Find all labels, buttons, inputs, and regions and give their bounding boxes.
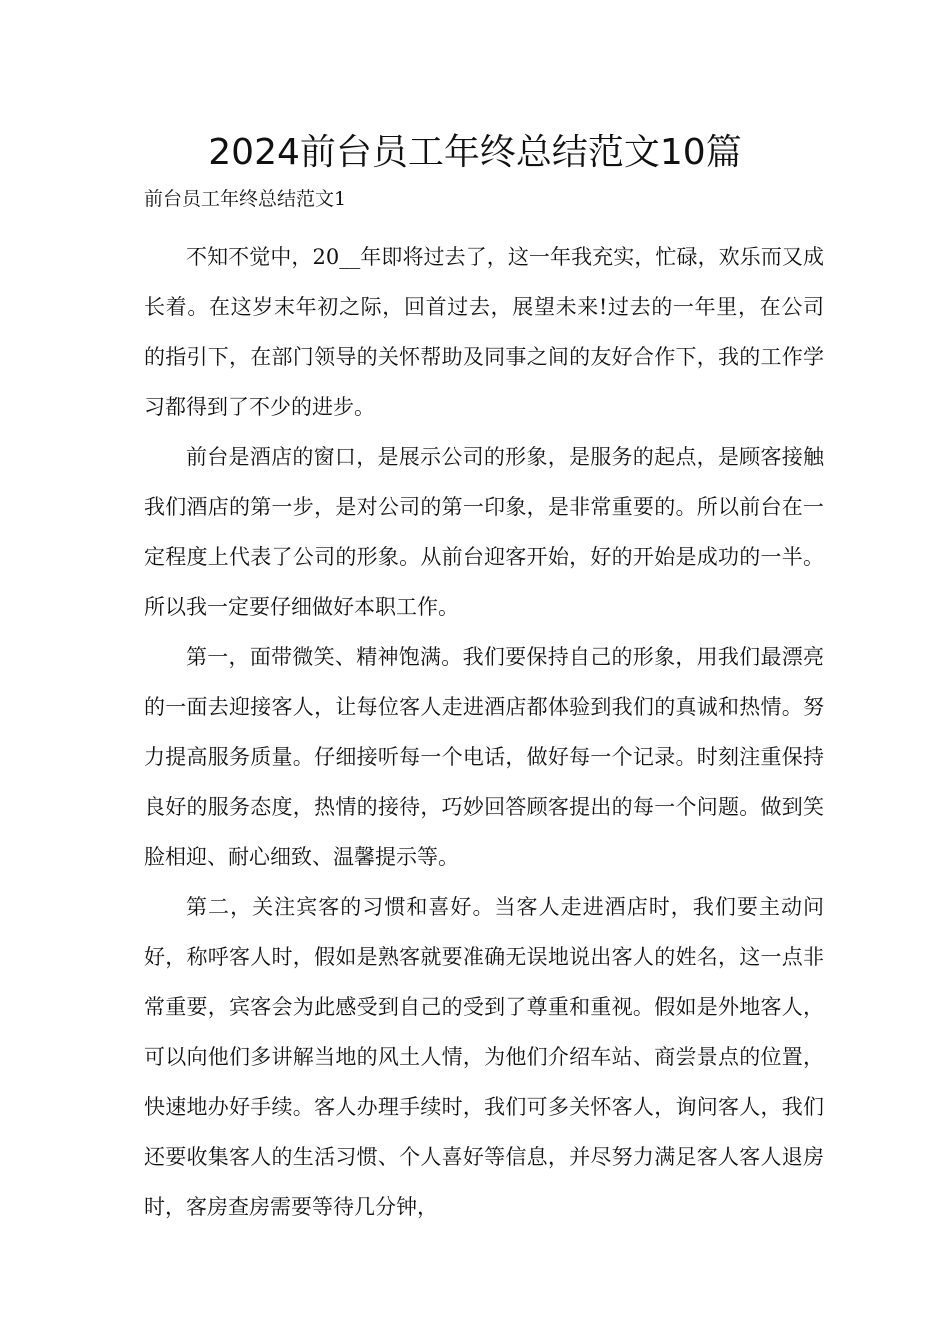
document-body (144, 232, 824, 1232)
section-subtitle: 前台员工年终总结范文1 (144, 188, 347, 210)
paragraph: 第二，关注宾客的习惯和喜好。当客人走进酒店时，我们要主动问好，称呼客人时，假如是熟客就要准确无误地说出客人的姓名，这一点非常重要，宾客会为此感受到自己的受到了尊重和重视。假如是外地客人，可以向他们多讲解当地的风土人情，为他们介绍车站、商尝景点的位置，快速地办好手续。客人办理手续时，我们可多关怀客人，询问客人，我们还要收集客人的生活习惯、个人喜好等信息，并尽努力满足客人客人退房时，客房查房需要等待几分钟， (144, 895, 824, 1219)
paragraph: 前台是酒店的窗口，是展示公司的形象，是服务的起点，是顾客接触我们酒店的第一步，是对公司的第一印象，是非常重要的。所以前台在一定程度上代表了公司的形象。从前台迎客开始，好的开始是成功的一半。所以我一定要仔细做好本职工作。 (144, 445, 824, 619)
document-title: 2024前台员工年终总结范文10篇 (208, 132, 742, 173)
paragraph: 不知不觉中，20__年即将过去了，这一年我充实，忙碌，欢乐而又成长着。在这岁末年初之际，回首过去，展望未来!过去的一年里，在公司的指引下，在部门领导的关怀帮助及同事之间的友好合作下，我的工作学习都得到了不少的进步。 (144, 245, 824, 419)
paragraph: 第一，面带微笑、精神饱满。我们要保持自己的形象，用我们最漂亮的一面去迎接客人，让每位客人走进酒店都体验到我们的真诚和热情。努力提高服务质量。仔细接听每一个电话，做好每一个记录。时刻注重保持良好的服务态度，热情的接待，巧妙回答顾客提出的每一个问题。做到笑脸相迎、耐心细致、温馨提示等。 (144, 645, 824, 869)
